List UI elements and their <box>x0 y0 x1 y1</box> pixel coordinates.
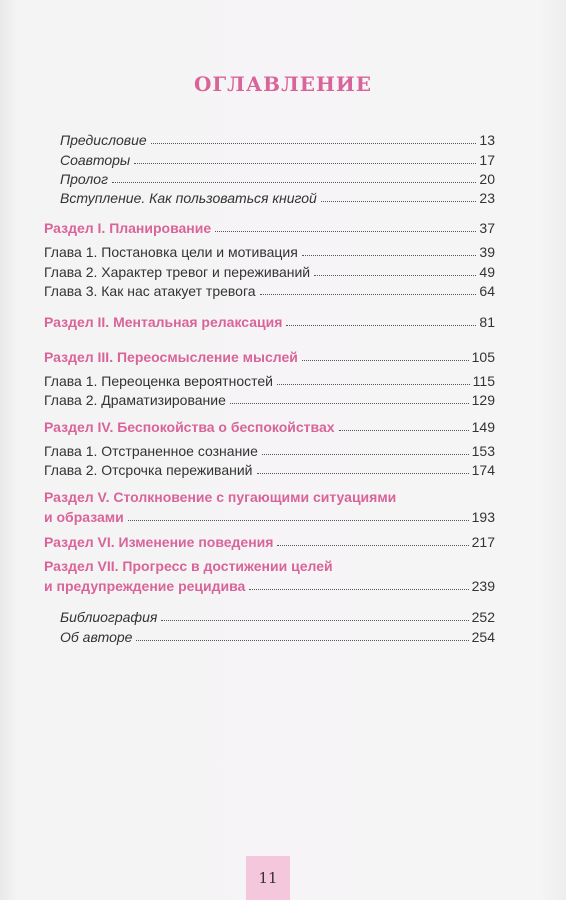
dot-leader <box>262 454 469 455</box>
toc-entry-prologue[interactable] <box>44 167 495 187</box>
toc-section-label: и предупреждение рецидива <box>44 578 246 594</box>
dot-leader <box>277 384 470 385</box>
dot-leader <box>134 163 476 164</box>
toc-entry-about-author[interactable] <box>44 625 495 645</box>
toc-entry-label: Пролог <box>60 171 108 187</box>
toc-entry-page: 153 <box>471 443 495 459</box>
toc-entry-page: 39 <box>479 244 495 260</box>
toc-section-1[interactable] <box>44 216 495 236</box>
dot-leader <box>339 430 469 431</box>
toc-entry-page: 115 <box>472 373 495 389</box>
toc-entry-page: 20 <box>479 171 495 187</box>
toc-section-7-line1: Раздел VII. Прогресс в достижении целей <box>44 558 333 574</box>
page-number-badge: 11 <box>246 856 290 900</box>
toc-chapter-4-2[interactable] <box>44 458 495 478</box>
dot-leader <box>151 143 477 144</box>
toc-section-4[interactable] <box>44 415 495 435</box>
toc-section-label: Раздел VI. Изменение поведения <box>44 534 274 550</box>
dot-leader <box>260 294 477 295</box>
toc-entry-page: 193 <box>471 509 495 525</box>
toc-entry-label: Глава 1. Отстраненное сознание <box>44 443 258 459</box>
dot-leader <box>314 275 476 276</box>
toc-entry-label: Об авторе <box>60 629 133 645</box>
dot-leader <box>128 520 469 521</box>
toc-entry-page: 64 <box>479 283 495 299</box>
dot-leader <box>230 403 469 404</box>
toc-section-label: Раздел II. Ментальная релаксация <box>44 314 283 330</box>
toc-section-6[interactable] <box>44 530 495 550</box>
toc-entry-bibliography[interactable] <box>44 605 495 625</box>
dot-leader <box>161 620 468 621</box>
toc-entry-coauthors[interactable] <box>44 148 495 168</box>
dot-leader <box>215 231 476 232</box>
dot-leader <box>257 473 469 474</box>
toc-entry-label: Глава 3. Как нас атакует тревога <box>44 283 256 299</box>
dot-leader <box>249 589 468 590</box>
toc-entry-page: 149 <box>471 419 495 435</box>
toc-chapter-1-1[interactable] <box>44 240 495 260</box>
toc-section-7[interactable] <box>44 574 495 594</box>
toc-entry-page: 105 <box>471 349 495 365</box>
dot-leader <box>112 182 476 183</box>
toc-entry-page: 252 <box>471 609 495 625</box>
toc-entry-page: 37 <box>479 220 495 236</box>
toc-chapter-3-1[interactable] <box>44 369 495 389</box>
toc-chapter-4-1[interactable] <box>44 439 495 459</box>
toc-chapter-1-3[interactable] <box>44 279 495 299</box>
toc-entry-page: 13 <box>479 132 495 148</box>
toc-chapter-1-2[interactable] <box>44 260 495 280</box>
toc-section-5-line1: Раздел V. Столкновение с пугающими ситуациями <box>44 489 397 505</box>
toc-entry-label: Глава 1. Постановка цели и мотивация <box>44 244 298 260</box>
toc-entry-label: Вступление. Как пользоваться книгой <box>60 190 317 206</box>
dot-leader <box>286 325 476 326</box>
toc-entry-page: 49 <box>479 264 495 280</box>
dot-leader <box>302 255 477 256</box>
toc-section-3[interactable] <box>44 345 495 365</box>
toc-entry-page: 81 <box>479 314 495 330</box>
dot-leader <box>321 201 477 202</box>
toc-section-label: Раздел III. Переосмысление мыслей <box>44 349 298 365</box>
toc-entry-page: 17 <box>479 152 495 168</box>
page-title: ОГЛАВЛЕНИЕ <box>193 72 373 96</box>
dot-leader <box>136 640 468 641</box>
toc-section-label: Раздел I. Планирование <box>44 220 212 236</box>
toc-entry-page: 174 <box>471 462 495 478</box>
toc-section-label: Раздел IV. Беспокойства о беспокойствах <box>44 419 335 435</box>
toc-entry-page: 254 <box>471 629 495 645</box>
toc-entry-page: 217 <box>471 534 495 550</box>
toc-entry-page: 129 <box>471 392 495 408</box>
toc-entry-label: Соавторы <box>60 152 131 168</box>
toc-entry-preface[interactable] <box>44 128 495 148</box>
toc-entry-page: 23 <box>479 190 495 206</box>
toc-entry-page: 239 <box>471 578 495 594</box>
toc-entry-label: Библиография <box>60 609 158 625</box>
toc-section-5[interactable] <box>44 505 495 525</box>
toc-entry-intro[interactable] <box>44 186 495 206</box>
dot-leader <box>302 360 469 361</box>
toc-entry-label: Глава 2. Отсрочка переживаний <box>44 462 253 478</box>
dot-leader <box>277 545 468 546</box>
toc-entry-label: Глава 2. Характер тревог и переживаний <box>44 264 311 280</box>
toc-entry-label: Глава 2. Драматизирование <box>44 392 226 408</box>
toc-section-label: и образами <box>44 509 124 525</box>
toc-entry-label: Глава 1. Переоценка вероятностей <box>44 373 273 389</box>
toc-chapter-3-2[interactable] <box>44 388 495 408</box>
toc-entry-label: Предисловие <box>60 132 147 148</box>
toc-section-2[interactable] <box>44 310 495 330</box>
